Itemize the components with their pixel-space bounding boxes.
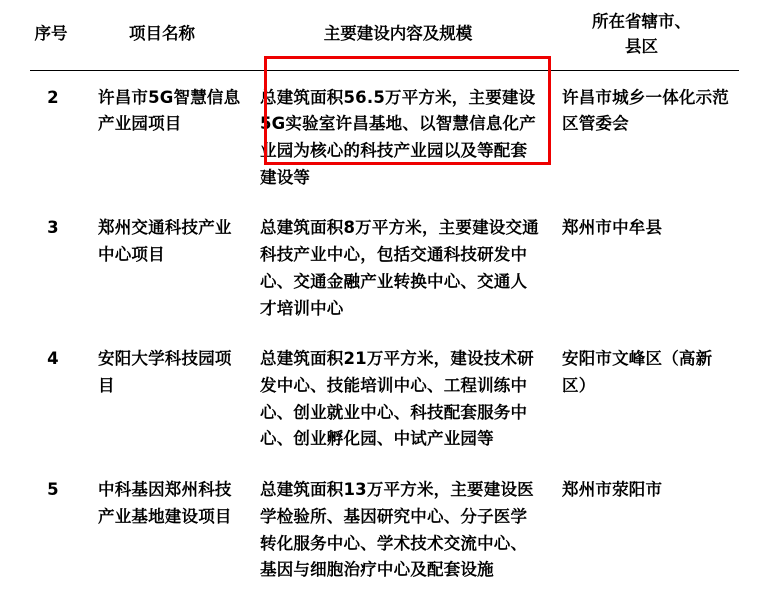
column-header-region-line1: 所在省辖市、 xyxy=(592,12,691,31)
table-row xyxy=(30,201,739,332)
cell-num: 3 xyxy=(47,218,59,238)
document-page xyxy=(0,6,769,580)
table-header-row xyxy=(30,6,739,70)
table-row xyxy=(30,463,739,594)
cell-name: 郑州交通科技产业中心项目 xyxy=(98,218,232,265)
cell-num: 2 xyxy=(47,87,59,107)
column-header-name: 项目名称 xyxy=(76,6,252,70)
cell-name: 许昌市5G智慧信息产业园项目 xyxy=(98,87,241,134)
project-table xyxy=(30,6,739,594)
cell-name: 中科基因郑州科技产业基地建设项目 xyxy=(98,480,232,526)
cell-num: 5 xyxy=(47,480,59,500)
column-header-region xyxy=(548,6,739,70)
cell-content: 总建筑面积8万平方米，主要建设交通科技产业中心，包括交通科技研发中心、交通金融产业转换中心、交通人才培训中心 xyxy=(260,218,539,318)
cell-content: 总建筑面积56.5万平方米，主要建设5G实验室许昌基地、以智慧信息化产业园为核心的科技产业园以及等配套建设等 xyxy=(260,87,536,187)
cell-region: 许昌市城乡一体化示范区管委会 xyxy=(562,87,729,134)
column-header-num: 序号 xyxy=(30,6,76,70)
cell-region: 郑州市中牟县 xyxy=(562,218,663,238)
column-header-content: 主要建设内容及规模 xyxy=(252,6,548,70)
table-header xyxy=(30,6,739,70)
cell-region: 郑州市荥阳市 xyxy=(562,480,663,500)
table-row xyxy=(30,332,739,463)
cell-region: 安阳市文峰区（高新区） xyxy=(562,349,713,395)
cell-content: 总建筑面积13万平方米，主要建设医学检验所、基因研究中心、分子医学转化服务中心、学术技术交流中心、基因与细胞治疗中心及配套设施 xyxy=(260,480,534,580)
cell-name: 安阳大学科技园项目 xyxy=(98,349,232,395)
column-header-region-line2: 县区 xyxy=(625,36,658,56)
table-row xyxy=(30,70,739,201)
cell-content: 总建筑面积21万平方米，建设技术研发中心、技能培训中心、工程训练中心、创业就业中心、科技配套服务中心、创业孵化园、中试产业园等 xyxy=(260,349,534,449)
table-body xyxy=(30,70,739,594)
cell-num: 4 xyxy=(47,349,59,369)
